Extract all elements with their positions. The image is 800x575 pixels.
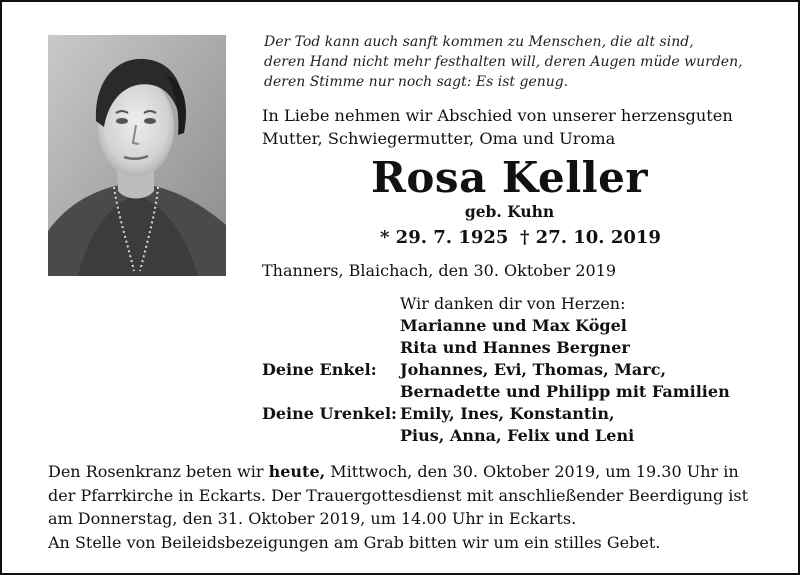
child-entry: Marianne und Max Kögel xyxy=(400,316,627,335)
great-grandchildren-entry: Pius, Anna, Felix und Leni xyxy=(400,426,635,445)
portrait-image xyxy=(48,35,226,276)
child-entry: Rita und Hannes Bergner xyxy=(400,338,630,357)
intro-line: In Liebe nehmen wir Abschied von unserer herzensguten xyxy=(262,106,733,125)
footer-line-2: der Pfarrkirche in Eckarts. Der Trauergottesdienst mit anschließender Beerdigung ist xyxy=(48,485,749,505)
grandchildren-entry: Bernadette und Philipp mit Familien xyxy=(400,382,730,401)
quote-line: Der Tod kann auch sanft kommen zu Menschen, die alt sind, xyxy=(264,34,694,50)
great-grandchildren-entry: Emily, Ines, Konstantin, xyxy=(400,404,615,423)
grandchildren-entry: Johannes, Evi, Thomas, Marc, xyxy=(400,360,667,379)
deceased-name: Rosa Keller xyxy=(371,153,648,202)
life-dates xyxy=(380,225,680,251)
footer-line-1-end: Mittwoch, den 30. Oktober 2019, um 19.30 Uhr in xyxy=(325,462,739,481)
maiden-name: geb. Kuhn xyxy=(464,202,555,221)
quote-line: deren Hand nicht mehr festhalten will, deren Augen müde wurden, xyxy=(264,54,743,70)
footer-line-4: An Stelle von Beileidsbezeigungen am Grab bitten wir um ein stilles Gebet. xyxy=(48,532,661,552)
memorial-quote xyxy=(264,32,764,92)
footer-line-1-start: Den Rosenkranz beten wir xyxy=(48,462,269,481)
place-and-date: Thanners, Blaichach, den 30. Oktober 2019 xyxy=(262,261,617,280)
footer-line-3: am Donnerstag, den 31. Oktober 2019, um 14.00 Uhr in Eckarts. xyxy=(48,509,577,528)
quote-line: deren Stimme nur noch sagt: Es ist genug. xyxy=(264,74,569,90)
thanks-line: Wir danken dir von Herzen: xyxy=(400,294,626,313)
intro-line: Mutter, Schwiegermutter, Oma und Uroma xyxy=(262,129,616,148)
death-date: † 27. 10. 2019 xyxy=(520,227,661,248)
portrait-photo xyxy=(48,35,226,276)
great-grandchildren-label: Deine Urenkel: xyxy=(262,404,397,423)
footer-emphasis: heute, xyxy=(268,462,326,481)
intro-text xyxy=(262,104,762,150)
grandchildren-label: Deine Enkel: xyxy=(262,360,377,379)
service-information xyxy=(48,460,768,554)
birth-date: * 29. 7. 1925 xyxy=(380,227,509,248)
footer-line-1 xyxy=(48,460,768,484)
